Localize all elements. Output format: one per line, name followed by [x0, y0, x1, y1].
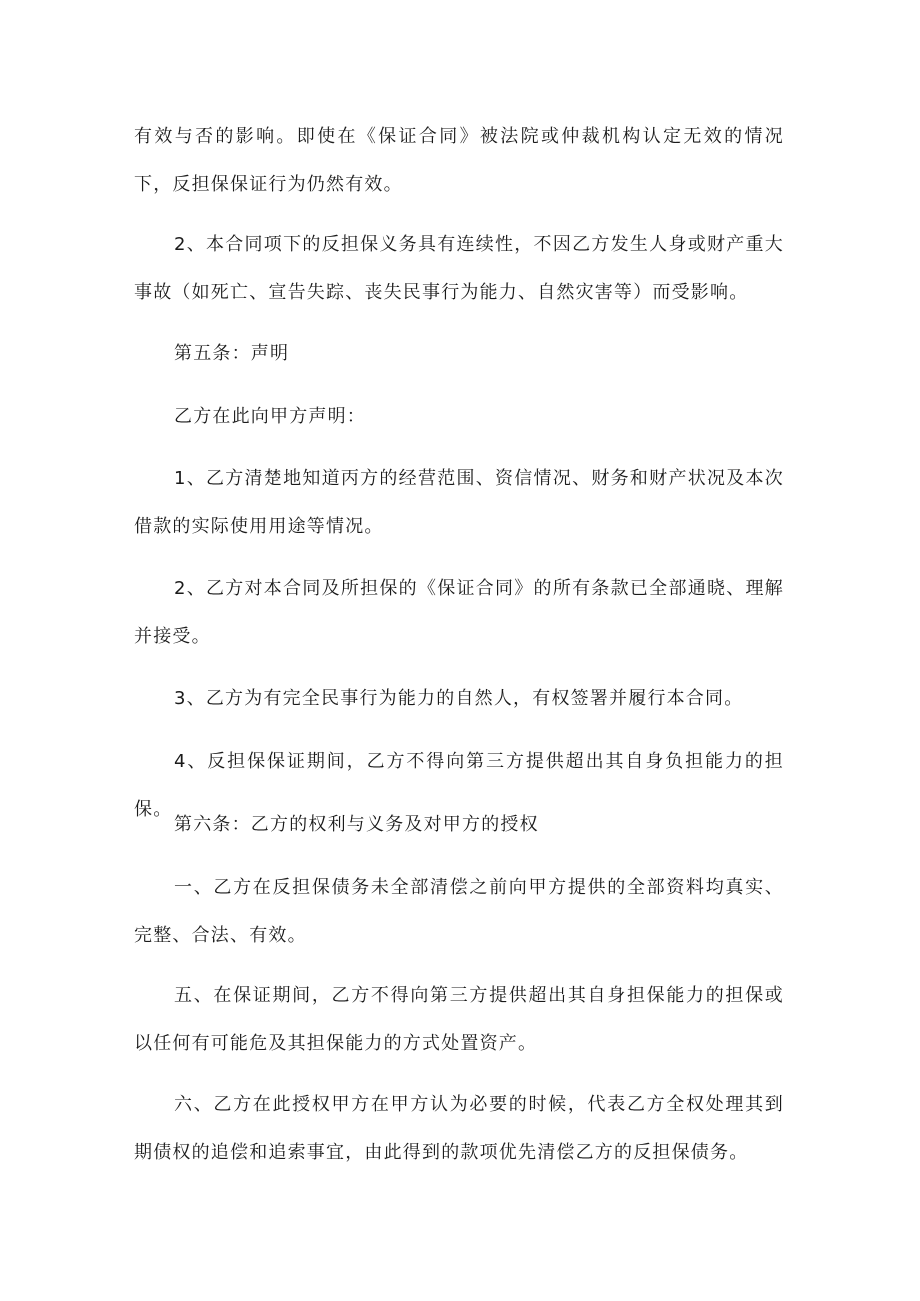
paragraph-rights-1: 一、乙方在反担保债务未全部清偿之前向甲方提供的全部资料均真实、完整、合法、有效。	[134, 877, 784, 946]
paragraph-declaration-3: 3、乙方为有完全民事行为能力的自然人，有权签署并履行本合同。	[174, 688, 744, 709]
section-heading-article-6: 第六条：乙方的权利与义务及对甲方的授权	[174, 814, 539, 835]
paragraph-rights-5: 五、在保证期间，乙方不得向第三方提供超出其自身担保能力的担保或以任何有可能危及其担保能力的方式处置资产。	[134, 985, 784, 1054]
paragraph-clause-2: 2、本合同项下的反担保义务具有连续性，不因乙方发生人身或财产重大事故（如死亡、宣告失踪、丧失民事行为能力、自然灾害等）而受影响。	[134, 234, 784, 303]
paragraph-declaration-2: 2、乙方对本合同及所担保的《保证合同》的所有条款已全部通晓、理解并接受。	[134, 578, 784, 647]
paragraph-continuation: 有效与否的影响。即使在《保证合同》被法院或仲裁机构认定无效的情况下，反担保保证行为仍然有效。	[134, 126, 784, 195]
section-heading-article-5: 第五条：声明	[174, 343, 290, 364]
paragraph-declaration-intro: 乙方在此向甲方声明：	[174, 406, 366, 427]
paragraph-rights-6: 六、乙方在此授权甲方在甲方认为必要的时候，代表乙方全权处理其到期债权的追偿和追索事宜，由此得到的款项优先清偿乙方的反担保债务。	[134, 1094, 784, 1163]
paragraph-declaration-1: 1、乙方清楚地知道丙方的经营范围、资信情况、财务和财产状况及本次借款的实际使用用途等情况。	[134, 468, 784, 537]
paragraph-declaration-4: 4、反担保保证期间，乙方不得向第三方提供超出其自身负担能力的担保。	[134, 751, 784, 820]
